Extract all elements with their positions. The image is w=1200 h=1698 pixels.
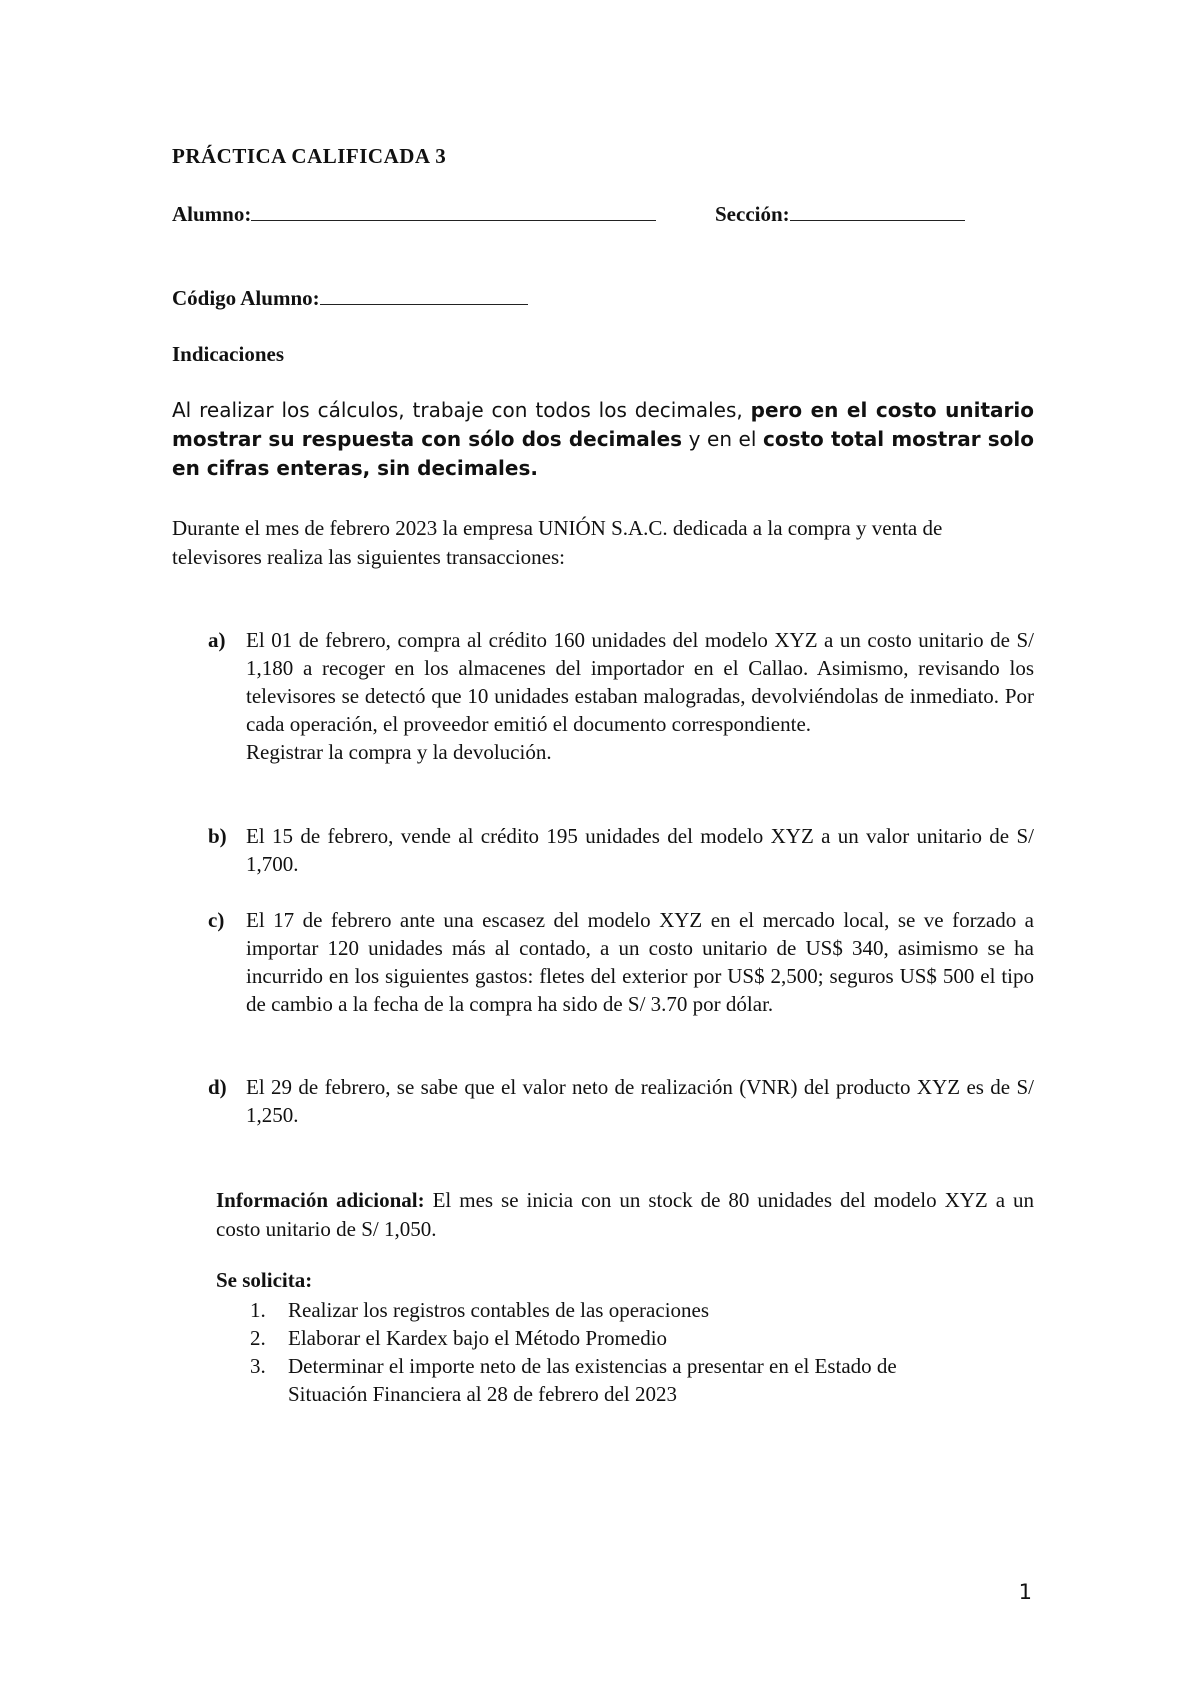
requirement-text-line-1: Determinar el importe neto de las existencias a presentar en el Estado de	[288, 1354, 897, 1378]
additional-info-text: El mes se inicia con un stock de 80 unidades del modelo XYZ a un costo unitario de S/ 1,050.	[216, 1188, 1034, 1241]
requirement-text	[250, 1352, 1034, 1380]
item-marker: d)	[208, 1075, 227, 1099]
transaction-item-c	[208, 906, 1034, 1018]
requirement-text: Elaborar el Kardex bajo el Método Promedio	[288, 1326, 668, 1350]
item-marker: c)	[208, 908, 225, 932]
alumno-blank-line[interactable]	[251, 202, 656, 221]
requirement-item	[250, 1296, 1034, 1324]
transaction-item-d	[208, 1073, 1034, 1129]
alumno-field	[172, 202, 656, 227]
document-title: PRÁCTICA CALIFICADA 3	[172, 144, 447, 168]
requirement-item	[250, 1352, 1034, 1408]
seccion-blank-line[interactable]	[790, 202, 965, 221]
additional-info-label: Información adicional:	[216, 1188, 425, 1212]
item-text: El 29 de febrero, se sabe que el valor neto de realización (VNR) del producto XYZ es de S/ 1,250.	[246, 1075, 1034, 1127]
requirement-number: 3.	[250, 1354, 266, 1378]
alumno-label: Alumno:	[172, 202, 252, 226]
requirement-text-line-2: Situación Financiera al 28 de febrero del 2023	[288, 1382, 677, 1406]
transaction-item-b	[208, 822, 1034, 878]
instructions-part-3: y en el	[682, 427, 763, 451]
instructions-part-4: costo total mostrar solo en cifras enteras	[172, 427, 1034, 480]
requirement-text: Realizar los registros contables de las operaciones	[288, 1298, 710, 1322]
seccion-label: Sección:	[715, 202, 790, 226]
seccion-field	[715, 202, 965, 227]
codigo-label: Código Alumno:	[172, 286, 320, 310]
instructions-part-5: , sin decimales.	[362, 456, 538, 480]
codigo-field	[172, 286, 528, 311]
item-text	[246, 626, 1034, 766]
instructions-part-2: pero en el costo unitario mostrar su respuesta con sólo dos decimales	[172, 398, 1034, 451]
instructions-part-1: Al realizar los cálculos, trabaje con todos los decimales,	[172, 398, 751, 422]
requirement-item	[250, 1324, 1034, 1352]
codigo-blank-line[interactable]	[320, 286, 528, 305]
item-text: El 17 de febrero ante una escasez del modelo XYZ en el mercado local, se ve forzado a importar 120 unidades más al contado, a un costo unitario de US$ 340, asimismo se ha incurrido en los siguientes gastos: fletes del exterior por US$ 2,500; seguros US$ 500 el tipo de cambio a la fecha de la compra ha sido de S/ 3.70 por dólar.	[246, 908, 1034, 1016]
requirement-number: 1.	[250, 1298, 266, 1322]
item-text-body: El 01 de febrero, compra al crédito 160 unidades del modelo XYZ a un costo unitario de S/ 1,180 a recoger en los almacenes del importador en el Callao. Asimismo, revisando los televisores se detectó que 10 unidades estaban malogradas, devolviéndolas de inmediato. Por cada operación, el proveedor emitió el documento correspondiente.	[246, 628, 1034, 736]
item-marker: a)	[208, 628, 226, 652]
page-number: 1	[1018, 1580, 1032, 1604]
item-marker: b)	[208, 824, 227, 848]
item-text-extra: Registrar la compra y la devolución.	[246, 740, 552, 764]
item-text: El 15 de febrero, vende al crédito 195 unidades del modelo XYZ a un valor unitario de S/ 1,700.	[246, 824, 1034, 876]
requirement-number: 2.	[250, 1326, 266, 1350]
solicita-heading: Se solicita:	[216, 1268, 313, 1292]
indicaciones-heading: Indicaciones	[172, 342, 285, 366]
intro-paragraph: Durante el mes de febrero 2023 la empresa UNIÓN S.A.C. dedicada a la compra y venta de televisores realiza las siguientes transacciones:	[172, 516, 943, 569]
additional-info-paragraph	[216, 1186, 1034, 1244]
instructions-paragraph	[172, 396, 1034, 483]
transaction-item-a	[208, 626, 1034, 766]
